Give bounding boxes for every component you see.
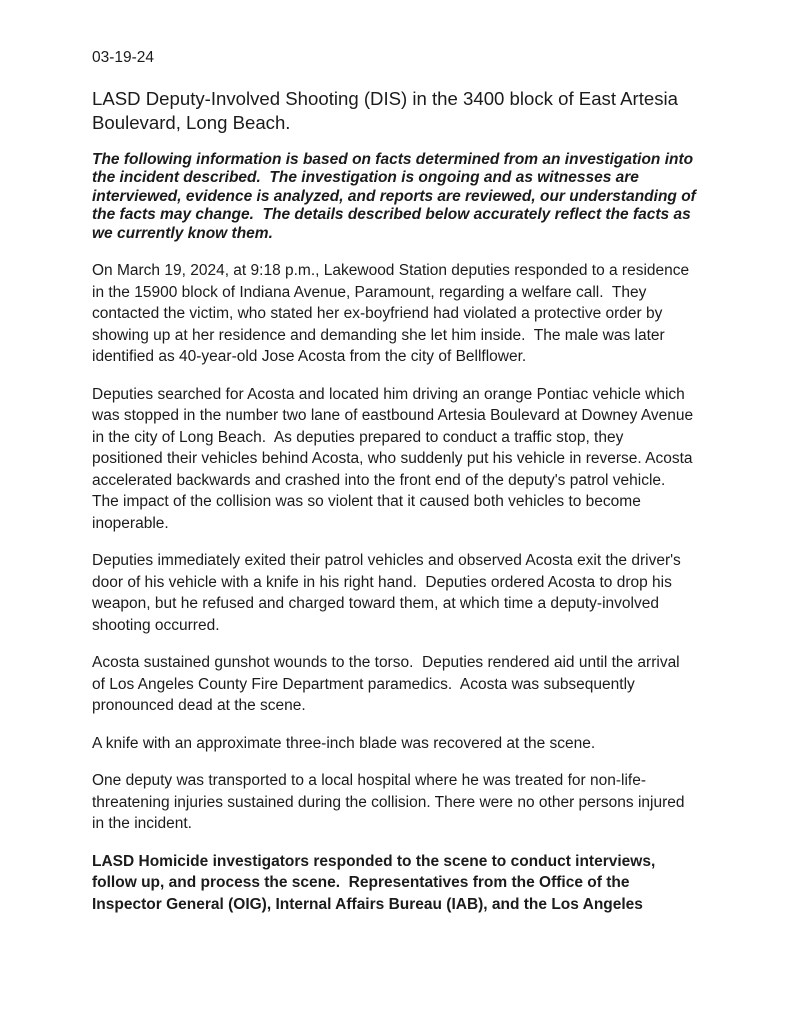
disclaimer-paragraph: The following information is based on facts determined from an investigation into the incident described. The investigation is ongoing and as witnesses are interviewed, evidence is analyzed, and reports are reviewed, our understanding of the facts may change. The details described below accurately reflect the facts as we currently know them. (92, 150, 701, 242)
body-paragraph-traffic-stop: Deputies searched for Acosta and located him driving an orange Pontiac vehicle which was stopped in the number two lane of eastbound Artesia Boulevard at Downey Avenue in the city of Long Beach. As deputies prepared to conduct a traffic stop, they positioned their vehicles behind Acosta, who suddenly put his vehicle in reverse. Acosta accelerated backwards and crashed into the front end of the deputy's patrol vehicle. The impact of the collision was so violent that it caused both vehicles to become inoperable. (92, 385, 698, 532)
closing-paragraph: LASD Homicide investigators responded to the scene to conduct interviews, follow up, and process the scene. Representatives from the Office of the Inspector General (OIG), Internal Affairs Bureau (IAB), and the Los Angeles (92, 852, 660, 913)
document-content (92, 47, 701, 915)
body-paragraph-incident: On March 19, 2024, at 9:18 p.m., Lakewood Station deputies responded to a residence in the 15900 block of Indiana Avenue, Paramount, regarding a welfare call. They contacted the victim, who stated her ex-boyfriend had violated a protective order by showing up at her residence and demanding she let him inside. The male was later identified as 40-year-old Jose Acosta from the city of Bellflower. (92, 262, 694, 365)
body-paragraph-knife: A knife with an approximate three-inch blade was recovered at the scene. (92, 734, 596, 752)
body-paragraph-aid: Acosta sustained gunshot wounds to the torso. Deputies rendered aid until the arrival of Los Angeles County Fire Department paramedics. Acosta was subsequently pronounced dead at the scene. (92, 654, 684, 714)
date-line: 03-19-24 (92, 49, 155, 66)
body-paragraph-deputy-injury: One deputy was transported to a local hospital where he was treated for non-life-threatening injuries sustained during the collision. There were no other persons injured in the incident. (92, 772, 689, 832)
document-title: LASD Deputy-Involved Shooting (DIS) in the 3400 block of East Artesia Boulevard, Long Beach. (92, 87, 684, 133)
body-paragraph-shooting: Deputies immediately exited their patrol vehicles and observed Acosta exit the driver's door of his vehicle with a knife in his right hand. Deputies ordered Acosta to drop his weapon, but he refused and charged toward them, at which time a deputy-involved shooting occurred. (92, 552, 686, 634)
